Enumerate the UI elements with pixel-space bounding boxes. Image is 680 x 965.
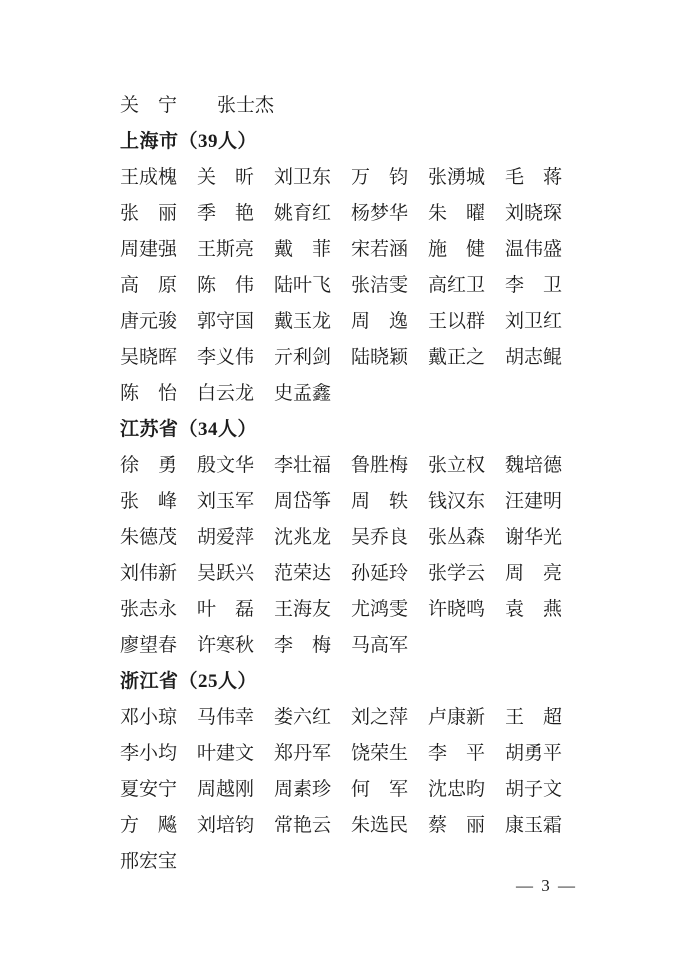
name-cell: 周越刚 (197, 779, 255, 800)
name-cell: 史孟鑫 (274, 383, 332, 404)
name-cell: 何 军 (351, 779, 409, 800)
name-cell: 周岱筝 (274, 491, 332, 512)
name-cell: 张湧城 (428, 167, 486, 188)
name-cell: 叶 磊 (197, 599, 255, 620)
name-cell: 钱汉东 (428, 491, 486, 512)
name-row (120, 484, 590, 520)
name-cell: 周 逸 (351, 311, 409, 332)
province-section (120, 412, 590, 664)
name-cell: 刘培钧 (197, 815, 255, 836)
name-cell: 唐元骏 (120, 311, 178, 332)
name-cell: 施 健 (428, 239, 486, 260)
name-cell: 胡子文 (505, 779, 563, 800)
province-section (120, 664, 590, 880)
province-section (120, 124, 590, 412)
name-cell: 李义伟 (197, 347, 255, 368)
name-cell: 戴玉龙 (274, 311, 332, 332)
name-cell: 张志永 (120, 599, 178, 620)
name-row (120, 592, 590, 628)
name-cell: 关 昕 (197, 167, 255, 188)
name-cell: 戴正之 (428, 347, 486, 368)
section-title: 上海市（39人） (120, 131, 258, 152)
name-cell: 杨梦华 (351, 203, 409, 224)
name-cell: 张立权 (428, 455, 486, 476)
name-cell: 李壮福 (274, 455, 332, 476)
name-cell: 刘玉军 (197, 491, 255, 512)
name-cell: 胡爱萍 (197, 527, 255, 548)
name-cell: 郑丹军 (274, 743, 332, 764)
name-cell: 刘晓琛 (505, 203, 563, 224)
name-cell: 周素珍 (274, 779, 332, 800)
name-cell: 方 飚 (120, 815, 178, 836)
name-cell: 徐 勇 (120, 455, 178, 476)
name-row (120, 520, 590, 556)
name-cell: 亓利剑 (274, 347, 332, 368)
name-list-content (120, 88, 590, 880)
name-cell: 吴乔良 (351, 527, 409, 548)
name-cell: 王海友 (274, 599, 332, 620)
name-cell: 刘伟新 (120, 563, 178, 584)
name-cell: 邓小琼 (120, 707, 178, 728)
name-cell: 李 平 (428, 743, 486, 764)
name-row (120, 376, 590, 412)
name-cell: 范荣达 (274, 563, 332, 584)
name-cell: 胡勇平 (505, 743, 563, 764)
name-cell: 李小均 (120, 743, 178, 764)
name-cell: 刘之萍 (351, 707, 409, 728)
name-cell: 袁 燕 (505, 599, 563, 620)
name-row (120, 808, 590, 844)
name-cell: 叶建文 (197, 743, 255, 764)
name-cell: 沈兆龙 (274, 527, 332, 548)
name-cell: 万 钧 (351, 167, 409, 188)
continuation-row (120, 88, 590, 124)
name-cell: 尤鸿雯 (351, 599, 409, 620)
name-cell: 饶荣生 (351, 743, 409, 764)
name-cell: 刘卫东 (274, 167, 332, 188)
page-number: — 3 — (516, 876, 577, 895)
name-cell: 戴 菲 (274, 239, 332, 260)
name-cell: 马高军 (351, 635, 409, 656)
name-cell: 姚育红 (274, 203, 332, 224)
name-cell: 殷文华 (197, 455, 255, 476)
name-cell: 魏培德 (505, 455, 563, 476)
name-cell: 朱 曜 (428, 203, 486, 224)
sections-root (120, 124, 590, 880)
name-cell: 张士杰 (217, 95, 275, 116)
name-cell: 温伟盛 (505, 239, 563, 260)
name-cell: 周 轶 (351, 491, 409, 512)
name-cell: 常艳云 (274, 815, 332, 836)
name-cell: 白云龙 (197, 383, 255, 404)
section-title: 江苏省（34人） (120, 419, 258, 440)
name-row (120, 340, 590, 376)
name-cell: 康玉霜 (505, 815, 563, 836)
name-cell: 陆晓颖 (351, 347, 409, 368)
name-cell: 高 原 (120, 275, 178, 296)
name-cell: 高红卫 (428, 275, 486, 296)
name-row (120, 196, 590, 232)
name-cell: 张 峰 (120, 491, 178, 512)
name-row (120, 628, 590, 664)
name-cell: 陆叶飞 (274, 275, 332, 296)
name-cell: 刘卫红 (505, 311, 563, 332)
name-cell: 许晓鸣 (428, 599, 486, 620)
name-cell: 沈忠昀 (428, 779, 486, 800)
name-cell: 张 丽 (120, 203, 178, 224)
name-cell: 孙延玲 (351, 563, 409, 584)
name-cell: 郭守国 (197, 311, 255, 332)
name-cell: 王斯亮 (197, 239, 255, 260)
name-cell: 王以群 (428, 311, 486, 332)
name-cell: 关 宁 (120, 95, 178, 116)
name-cell: 季 艳 (197, 203, 255, 224)
name-cell: 周 亮 (505, 563, 563, 584)
name-cell: 周建强 (120, 239, 178, 260)
name-cell: 邢宏宝 (120, 851, 178, 872)
name-cell: 毛 蒋 (505, 167, 563, 188)
name-cell: 宋若涵 (351, 239, 409, 260)
name-cell: 蔡 丽 (428, 815, 486, 836)
name-cell: 吴跃兴 (197, 563, 255, 584)
name-cell: 卢康新 (428, 707, 486, 728)
name-cell: 鲁胜梅 (351, 455, 409, 476)
section-title: 浙江省（25人） (120, 671, 258, 692)
name-cell: 许寒秋 (197, 635, 255, 656)
name-cell: 汪建明 (505, 491, 563, 512)
name-row (120, 556, 590, 592)
name-cell: 张学云 (428, 563, 486, 584)
name-cell: 陈 怡 (120, 383, 178, 404)
name-cell: 胡志鲲 (505, 347, 563, 368)
name-cell: 王 超 (505, 707, 563, 728)
name-row (120, 268, 590, 304)
name-cell: 夏安宁 (120, 779, 178, 800)
name-row (120, 448, 590, 484)
name-cell: 李 梅 (274, 635, 332, 656)
name-cell: 娄六红 (274, 707, 332, 728)
name-row (120, 304, 590, 340)
name-cell: 廖望春 (120, 635, 178, 656)
name-row (120, 160, 590, 196)
name-cell: 谢华光 (505, 527, 563, 548)
name-cell: 张丛森 (428, 527, 486, 548)
name-cell: 吴晓晖 (120, 347, 178, 368)
name-cell: 张洁雯 (351, 275, 409, 296)
name-cell: 李 卫 (505, 275, 563, 296)
name-row (120, 772, 590, 808)
name-cell: 陈 伟 (197, 275, 255, 296)
name-cell: 朱德茂 (120, 527, 178, 548)
name-cell: 马伟幸 (197, 707, 255, 728)
name-row (120, 700, 590, 736)
name-cell: 王成槐 (120, 167, 178, 188)
name-row (120, 736, 590, 772)
name-cell: 朱选民 (351, 815, 409, 836)
name-row (120, 232, 590, 268)
